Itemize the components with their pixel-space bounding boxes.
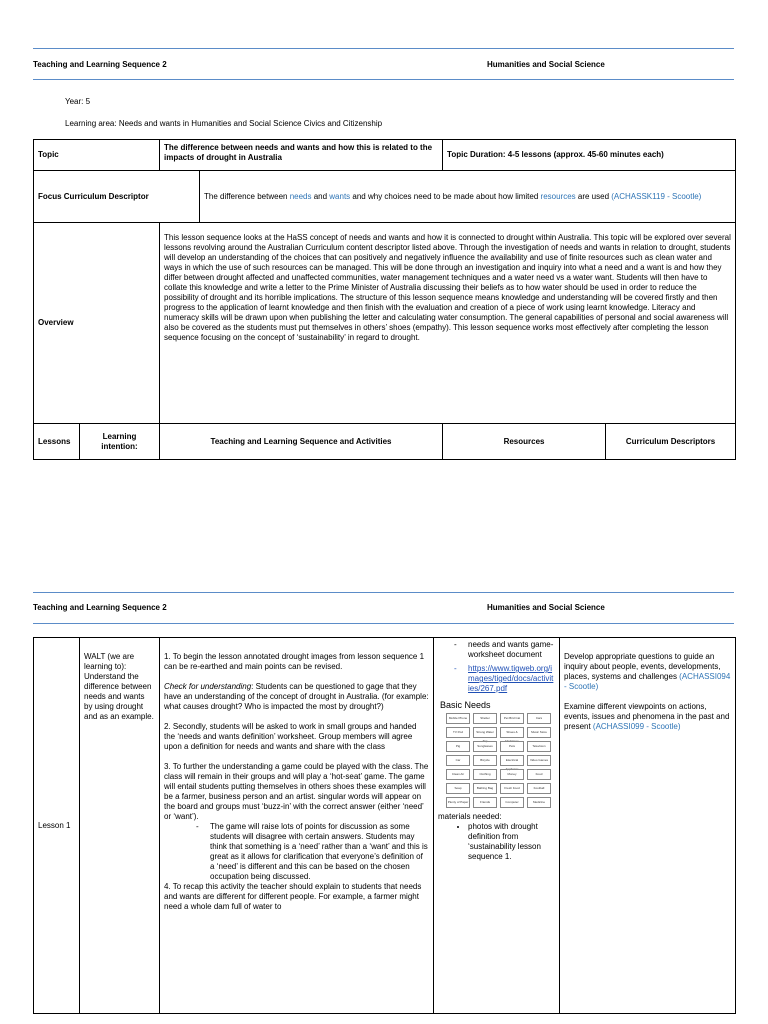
resource-worksheet: - needs and wants game-worksheet document xyxy=(468,640,555,660)
wants-link[interactable]: wants xyxy=(329,191,351,201)
header-right: Humanities and Social Science xyxy=(487,60,605,69)
achassk119-link[interactable]: (ACHASSK119 - Scootle) xyxy=(611,191,702,201)
col-curriculum-descriptors: Curriculum Descriptors xyxy=(606,424,736,460)
materials-item: • photos with drought definition from ‘sustainability lesson sequence 1. xyxy=(468,822,555,862)
lesson-resources xyxy=(434,638,560,1014)
header-rule-bottom xyxy=(33,79,734,80)
basic-needs-cell: Car xyxy=(446,755,470,766)
lesson-walt: WALT (we are learning to): Understand the difference between needs and wants by using drought and as an example. xyxy=(80,638,160,1014)
resource-link[interactable]: - https://www.tigweb.org/images/tiged/docs/activities/267.pdf xyxy=(468,664,555,694)
basic-needs-cell: Clothing xyxy=(473,769,497,780)
lesson-label: Lesson 1 xyxy=(34,638,80,1014)
basic-needs-cell: Electrical Appliance xyxy=(500,755,524,766)
descriptor-2: Examine different viewpoints on actions, events, issues and phenomena in the past and present (ACHASSI099 - Scootle) xyxy=(564,702,730,731)
header-rule-top xyxy=(33,48,734,49)
lesson-activities xyxy=(160,638,434,1014)
basic-needs-cell: Cars xyxy=(527,713,551,724)
basic-needs-cell: Computer xyxy=(500,797,524,808)
topic-duration: Topic Duration: 4-5 lessons (approx. 45-60 minutes each) xyxy=(443,140,736,171)
materials-label: materials needed: xyxy=(438,812,502,821)
overview-text: This lesson sequence looks at the HaSS concept of needs and wants and how it is connected to drought within Australia. This topic will be explored over several lessons revolving around the Australian Curriculum content descriptor listed above. Through the investigation of needs and wants in relation to drought, students will develop an understanding of the choices that can positively and negatively influence the availability and use of finite resources such as clean water and ways in which the use of such resources can be managed. This will be done through an investigation and inquiry into what a need and a want is and how they differ between drought affected and unaffected communities, water management techniques and a water need vs a water want. Students will then have to collate this knowledge and write a letter to the Prime Minister of Australia discussing their beliefs as to how water should be used in order to reduce the possibility of drought and its horrible implications. The structure of this lesson sequence means knowledge and understanding will be covered firstly and then progress to the application of learnt knowledge and then finish with the evaluation and creation of a piece of work using learnt knowledge. Literacy and numeracy skills will be drawn upon when publishing the letter and calculating water consumption. The general capabilities of personal and social awareness will also be covered as the students must put themselves in others’ shoes (empathy). This lesson sequence works most effectively after completing the lesson sequence focusing on the concept of ‘sustainability’ in regard to drought. xyxy=(160,223,736,424)
page2-header-rule-top xyxy=(33,592,734,593)
basic-needs-cell: Bicycle xyxy=(473,755,497,766)
basic-needs-cell: Bathing Bag xyxy=(473,783,497,794)
basic-needs-cell: Strong Water Tap xyxy=(473,727,497,738)
basic-needs-cell: Mobile Phone xyxy=(446,713,470,724)
activity-step-3: 3. To further the understanding a game could be played with the class. The class will remain in their groups and will play a ‘hot-seat’ game. The game will entail students putting themselves in others shoes these examples will be a farmer, business person and an artist. singular words will appear on the board and groups must ‘buzz-in’ with the correct answer (either ‘need’ or ‘want’). xyxy=(164,762,429,821)
achassi094-link[interactable]: (ACHASSI094 - Scootle) xyxy=(564,672,731,691)
lesson-table xyxy=(33,637,736,1014)
topic-label: Topic xyxy=(34,140,160,171)
basic-needs-cell: Clean Air xyxy=(446,769,470,780)
basic-needs-cell: Shoes & Medicines xyxy=(500,727,524,738)
basic-needs-cell: Football xyxy=(527,783,551,794)
col-lessons: Lessons xyxy=(34,424,80,460)
lesson-curriculum-descriptors xyxy=(560,638,736,1014)
overview-table xyxy=(33,139,736,460)
basic-needs-cell: Food xyxy=(527,769,551,780)
activity-step-1: 1. To begin the lesson annotated drought images from lesson sequence 1 can be re-earthed and main points can be revised. xyxy=(164,652,425,671)
activity-check-understanding: Check for understanding: Students can be questioned to gage that they have an understanding of the concept of drought in Australia. (for example: what causes drought? Who is impacted the most by drought?) xyxy=(164,682,429,711)
basic-needs-cell: Soap xyxy=(446,783,470,794)
basic-needs-cell: Plenty of Paper xyxy=(446,797,470,808)
learning-area-label: Learning area: Needs and wants in Humanities and Social Science Civics and Citizenship xyxy=(65,119,383,128)
year-label: Year: 5 xyxy=(65,97,91,106)
basic-needs-title: Basic Needs xyxy=(440,700,491,710)
basic-needs-cell: Sunglasses xyxy=(473,741,497,752)
basic-needs-cell: Shelter xyxy=(473,713,497,724)
header-left: Teaching and Learning Sequence 2 xyxy=(33,60,167,69)
basic-needs-cell: Pets xyxy=(500,741,524,752)
page2-header-left: Teaching and Learning Sequence 2 xyxy=(33,603,167,612)
basic-needs-cell: Music Store xyxy=(527,727,551,738)
basic-needs-cell: Pig xyxy=(446,741,470,752)
focus-label: Focus Curriculum Descriptor xyxy=(34,171,200,223)
basic-needs-cell: Pet Bird Cat xyxy=(500,713,524,724)
basic-needs-cell: Video Games xyxy=(527,755,551,766)
basic-needs-cell: TV Pod xyxy=(446,727,470,738)
resources-link[interactable]: resources xyxy=(540,191,576,201)
basic-needs-cell: Medicine xyxy=(527,797,551,808)
activity-step-2: 2. Secondly, students will be asked to work in small groups and handed the ‘needs and wants definition’ worksheet. Group members will agree upon a definition for needs and wants and share with the class xyxy=(164,722,417,751)
basic-needs-cell: Television xyxy=(527,741,551,752)
col-learning-intention: Learning intention: xyxy=(80,424,160,460)
descriptor-1: Develop appropriate questions to guide an inquiry about people, events, developments, places, systems and challenges (ACHASSI094 - Scootle) xyxy=(564,652,731,691)
basic-needs-grid xyxy=(446,713,555,808)
basic-needs-cell: Money xyxy=(500,769,524,780)
activity-step-3-sub: - The game will raise lots of points for discussion as some students will disagree with certain answers. Students may think that something is a ‘need’ rather than a ‘want’ and this is great as it allows for clarification that everyone’s definition of a ‘need’ is different and this can be based on the chosen occupation being discussed. xyxy=(210,822,429,882)
page2-header-rule-bottom xyxy=(33,623,734,624)
focus-descriptor: The difference between needs and wants and why choices need to be made about how limited resources are used (ACHASSK119 - Scootle) xyxy=(200,171,736,223)
page2-header-right: Humanities and Social Science xyxy=(487,603,605,612)
topic-value: The difference between needs and wants and how this is related to the impacts of drought in Australia xyxy=(160,140,443,171)
col-activities: Teaching and Learning Sequence and Activities xyxy=(160,424,443,460)
achassi099-link[interactable]: (ACHASSI099 - Scootle) xyxy=(592,722,681,731)
col-resources: Resources xyxy=(443,424,606,460)
basic-needs-cell: Fresh Food xyxy=(500,783,524,794)
basic-needs-cell: Friends xyxy=(473,797,497,808)
needs-link[interactable]: needs xyxy=(289,191,312,201)
basic-needs-image xyxy=(440,700,555,808)
overview-label: Overview xyxy=(34,223,160,424)
activity-step-4: 4. To recap this activity the teacher should explain to students that needs and wants are different for different people. For example, a farmer might need a whole dam full of water to xyxy=(164,882,422,911)
